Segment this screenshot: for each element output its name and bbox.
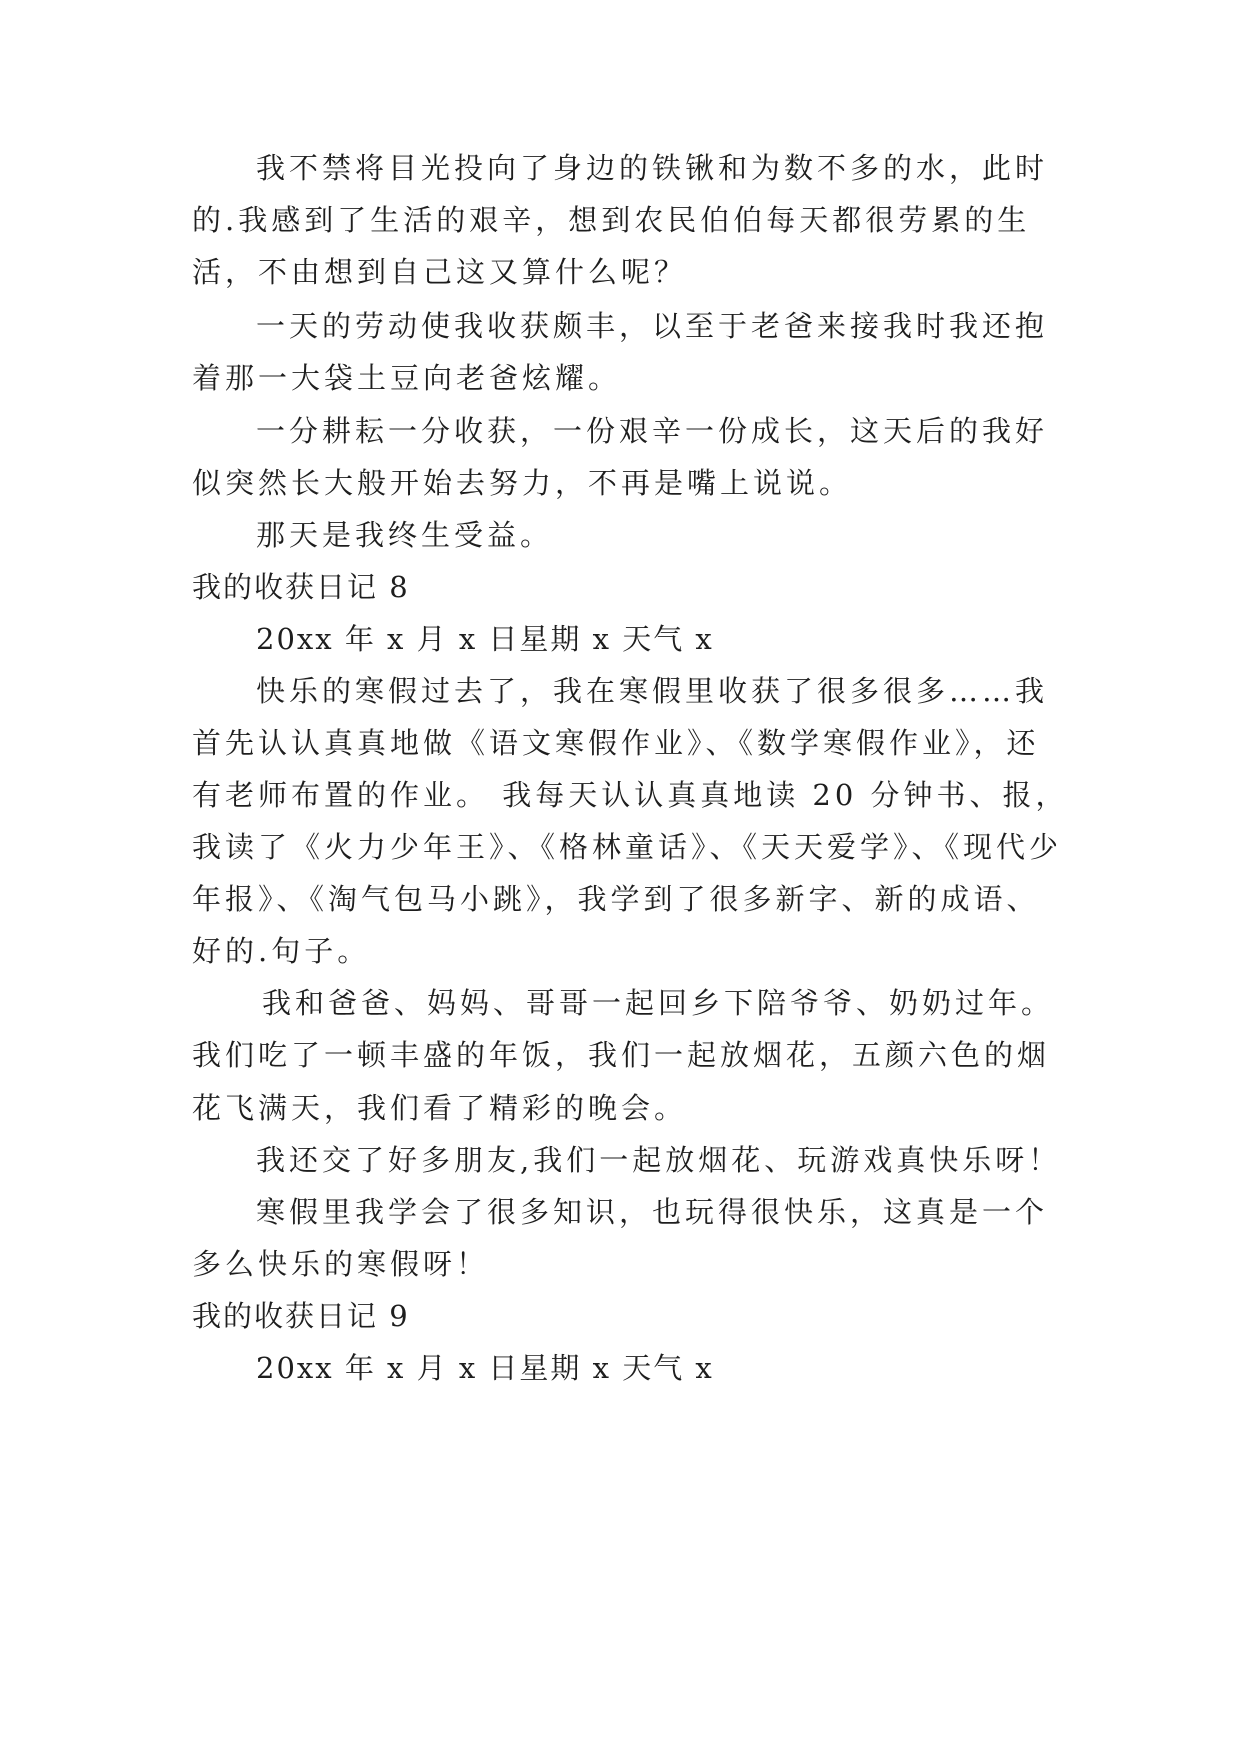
paragraph-line: 好的.句子。 — [192, 934, 371, 968]
paragraph-line: 一分耕耘一分收获，一份艰辛一份成长，这天后的我好 — [256, 414, 1049, 448]
paragraph-line: 我还交了好多朋友,我们一起放烟花、玩游戏真快乐呀！ — [256, 1143, 1062, 1177]
paragraph-line: 我们吃了一顿丰盛的年饭，我们一起放烟花，五颜六色的烟 — [192, 1038, 1051, 1072]
paragraph-line: 我读了《火力少年王》、《格林童话》、《天天爱学》、《现代少 — [192, 830, 1063, 864]
paragraph-line: 多么快乐的寒假呀！ — [192, 1247, 490, 1281]
paragraph-line: 活，不由想到自己这又算什么呢？ — [192, 255, 688, 289]
section-heading: 我的收获日记 8 — [192, 570, 410, 604]
paragraph-line: 似突然长大般开始去努力，不再是嘴上说说。 — [192, 466, 853, 500]
paragraph-line: 我和爸爸、妈妈、哥哥一起回乡下陪爷爷、奶奶过年。 — [262, 986, 1055, 1020]
paragraph-line: 寒假里我学会了很多知识，也玩得很快乐，这真是一个 — [256, 1195, 1049, 1229]
paragraph-line: 那天是我终生受益。 — [256, 518, 554, 552]
paragraph-line: 一天的劳动使我收获颇丰，以至于老爸来接我时我还抱 — [256, 309, 1049, 343]
paragraph-line: 着那一大袋土豆向老爸炫耀。 — [192, 361, 622, 395]
paragraph-line: 年报》、《淘气包马小跳》，我学到了很多新字、新的成语、 — [192, 882, 1040, 916]
paragraph-line: 的.我感到了生活的艰辛，想到农民伯伯每天都很劳累的生 — [192, 203, 1031, 237]
diary-date-line: 20xx 年 x 月 x 日星期 x 天气 x — [256, 622, 714, 656]
section-heading: 我的收获日记 9 — [192, 1299, 410, 1333]
paragraph-line: 花飞满天，我们看了精彩的晚会。 — [192, 1091, 688, 1125]
paragraph-line: 首先认认真真地做《语文寒假作业》、《数学寒假作业》，还 — [192, 726, 1040, 760]
paragraph-line: 快乐的寒假过去了，我在寒假里收获了很多很多……我 — [256, 674, 1049, 708]
paragraph-line: 我不禁将目光投向了身边的铁锹和为数不多的水，此时 — [256, 151, 1049, 185]
paragraph-line: 有老师布置的作业。 我每天认认真真地读 20 分钟书、报， — [192, 778, 1069, 812]
diary-date-line: 20xx 年 x 月 x 日星期 x 天气 x — [256, 1351, 714, 1385]
